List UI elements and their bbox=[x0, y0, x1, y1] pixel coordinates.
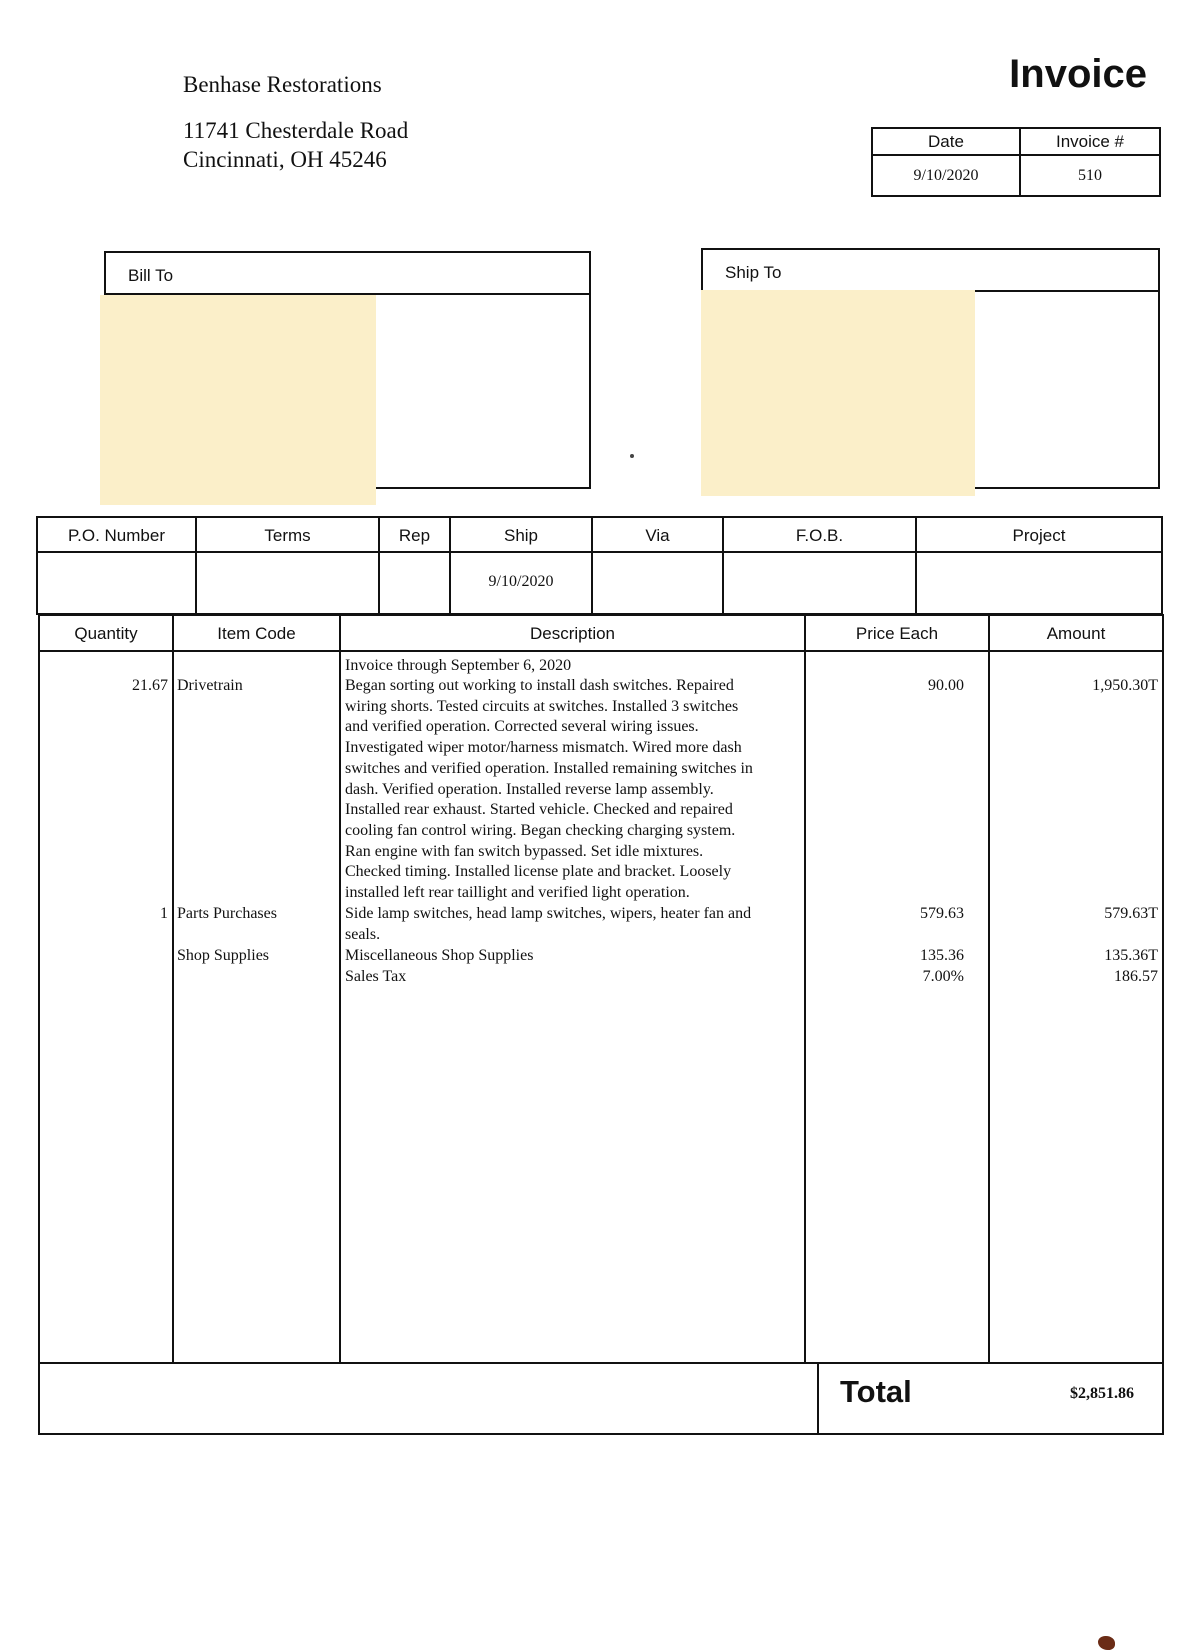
description-line: Ran engine with fan switch bypassed. Set idle mixtures. bbox=[345, 842, 704, 860]
address-line-1: 11741 Chesterdale Road bbox=[183, 118, 409, 143]
description-line: cooling fan control wiring. Began checking charging system. bbox=[345, 821, 736, 839]
line-item-amount: 135.36T bbox=[1104, 947, 1158, 964]
quantity-column bbox=[40, 616, 174, 1362]
line-item-description: Miscellaneous Shop Supplies bbox=[345, 947, 534, 964]
terms-label: Terms bbox=[197, 518, 378, 553]
project-value bbox=[917, 553, 1161, 613]
bill-to-redaction bbox=[100, 295, 376, 505]
rep-column bbox=[380, 518, 451, 613]
price-each-column bbox=[806, 616, 990, 1362]
description-line: wiring shorts. Tested circuits at switches. Installed 3 switches bbox=[345, 697, 739, 715]
line-item-price: 7.00% bbox=[922, 968, 964, 985]
total-amount: $2,851.86 bbox=[1070, 1385, 1134, 1402]
line-items-table bbox=[38, 614, 1164, 1364]
item-code-column bbox=[174, 616, 341, 1362]
description-line: and verified operation. Corrected several wiring issues. bbox=[345, 718, 699, 736]
total-divider bbox=[817, 1362, 819, 1433]
line-item-code: Shop Supplies bbox=[177, 947, 270, 964]
line-item-code: Parts Purchases bbox=[177, 905, 277, 922]
invoice-number-value: 510 bbox=[1078, 167, 1102, 184]
line-item-price: 579.63 bbox=[920, 905, 964, 922]
ship-to-label: Ship To bbox=[703, 250, 1158, 292]
fob-column bbox=[724, 518, 917, 613]
description-line: dash. Verified operation. Installed reverse lamp assembly. bbox=[345, 780, 714, 798]
item-code-header: Item Code bbox=[174, 616, 339, 652]
ship-label: Ship bbox=[451, 518, 591, 553]
line-item-code: Drivetrain bbox=[177, 677, 243, 694]
quantity-header: Quantity bbox=[40, 616, 172, 652]
description-header: Description bbox=[341, 616, 804, 652]
line-item-amount: 1,950.30T bbox=[1092, 677, 1158, 694]
line-item-quantity: 21.67 bbox=[132, 677, 168, 694]
date-label: Date bbox=[873, 129, 1021, 156]
date-value: 9/10/2020 bbox=[873, 156, 1021, 197]
company-address bbox=[183, 116, 408, 174]
document-title: Invoice bbox=[1009, 52, 1147, 96]
ship-value: 9/10/2020 bbox=[488, 573, 554, 590]
project-column bbox=[917, 518, 1161, 613]
order-info-table bbox=[36, 516, 1163, 615]
rep-label: Rep bbox=[380, 518, 449, 553]
description-line: Began sorting out working to install dash switches. Repaired bbox=[345, 677, 734, 694]
po-number-label: P.O. Number bbox=[38, 518, 195, 553]
via-column bbox=[593, 518, 724, 613]
invoice-number-label: Invoice # bbox=[1021, 129, 1159, 156]
company-name: Benhase Restorations bbox=[183, 72, 382, 97]
total-label: Total bbox=[840, 1374, 912, 1409]
fob-value bbox=[724, 553, 915, 613]
address-line-2: Cincinnati, OH 45246 bbox=[183, 147, 387, 172]
line-item-price: 135.36 bbox=[920, 947, 964, 964]
description-line: Installed rear exhaust. Started vehicle. Checked and repaired bbox=[345, 801, 733, 819]
ship-to-redaction bbox=[701, 290, 975, 496]
scan-speck bbox=[630, 454, 634, 458]
ship-column bbox=[451, 518, 593, 613]
po-number-value bbox=[38, 553, 195, 613]
via-value bbox=[593, 553, 722, 613]
description-line: switches and verified operation. Installed remaining switches in bbox=[345, 759, 753, 777]
rep-value bbox=[380, 553, 449, 613]
price-each-header: Price Each bbox=[806, 616, 988, 652]
description-line: installed left rear taillight and verified light operation. bbox=[345, 884, 690, 902]
project-label: Project bbox=[917, 518, 1161, 553]
invoice-meta-table bbox=[871, 127, 1161, 197]
fob-label: F.O.B. bbox=[724, 518, 915, 553]
ink-stain bbox=[1098, 1636, 1115, 1650]
description-line: Side lamp switches, head lamp switches, wipers, heater fan and bbox=[345, 905, 752, 922]
terms-value bbox=[197, 553, 378, 613]
amount-column bbox=[990, 616, 1162, 1362]
line-item-amount: 579.63T bbox=[1104, 905, 1158, 922]
line-item-description: Invoice through September 6, 2020 bbox=[345, 657, 572, 674]
line-item-quantity: 1 bbox=[160, 905, 168, 922]
amount-header: Amount bbox=[990, 616, 1162, 652]
po-number-column bbox=[38, 518, 197, 613]
via-label: Via bbox=[593, 518, 722, 553]
line-item-price: 90.00 bbox=[928, 677, 964, 694]
description-line: seals. bbox=[345, 925, 381, 943]
line-item-description bbox=[345, 676, 805, 904]
line-item-description: Sales Tax bbox=[345, 968, 407, 985]
line-item-description bbox=[345, 904, 805, 945]
total-box bbox=[38, 1362, 1164, 1435]
description-line: Checked timing. Installed license plate and bracket. Loosely bbox=[345, 863, 732, 881]
line-item-amount: 186.57 bbox=[1114, 968, 1158, 985]
bill-to-label: Bill To bbox=[106, 253, 589, 295]
description-line: Investigated wiper motor/harness mismatch. Wired more dash bbox=[345, 739, 742, 757]
terms-column bbox=[197, 518, 380, 613]
